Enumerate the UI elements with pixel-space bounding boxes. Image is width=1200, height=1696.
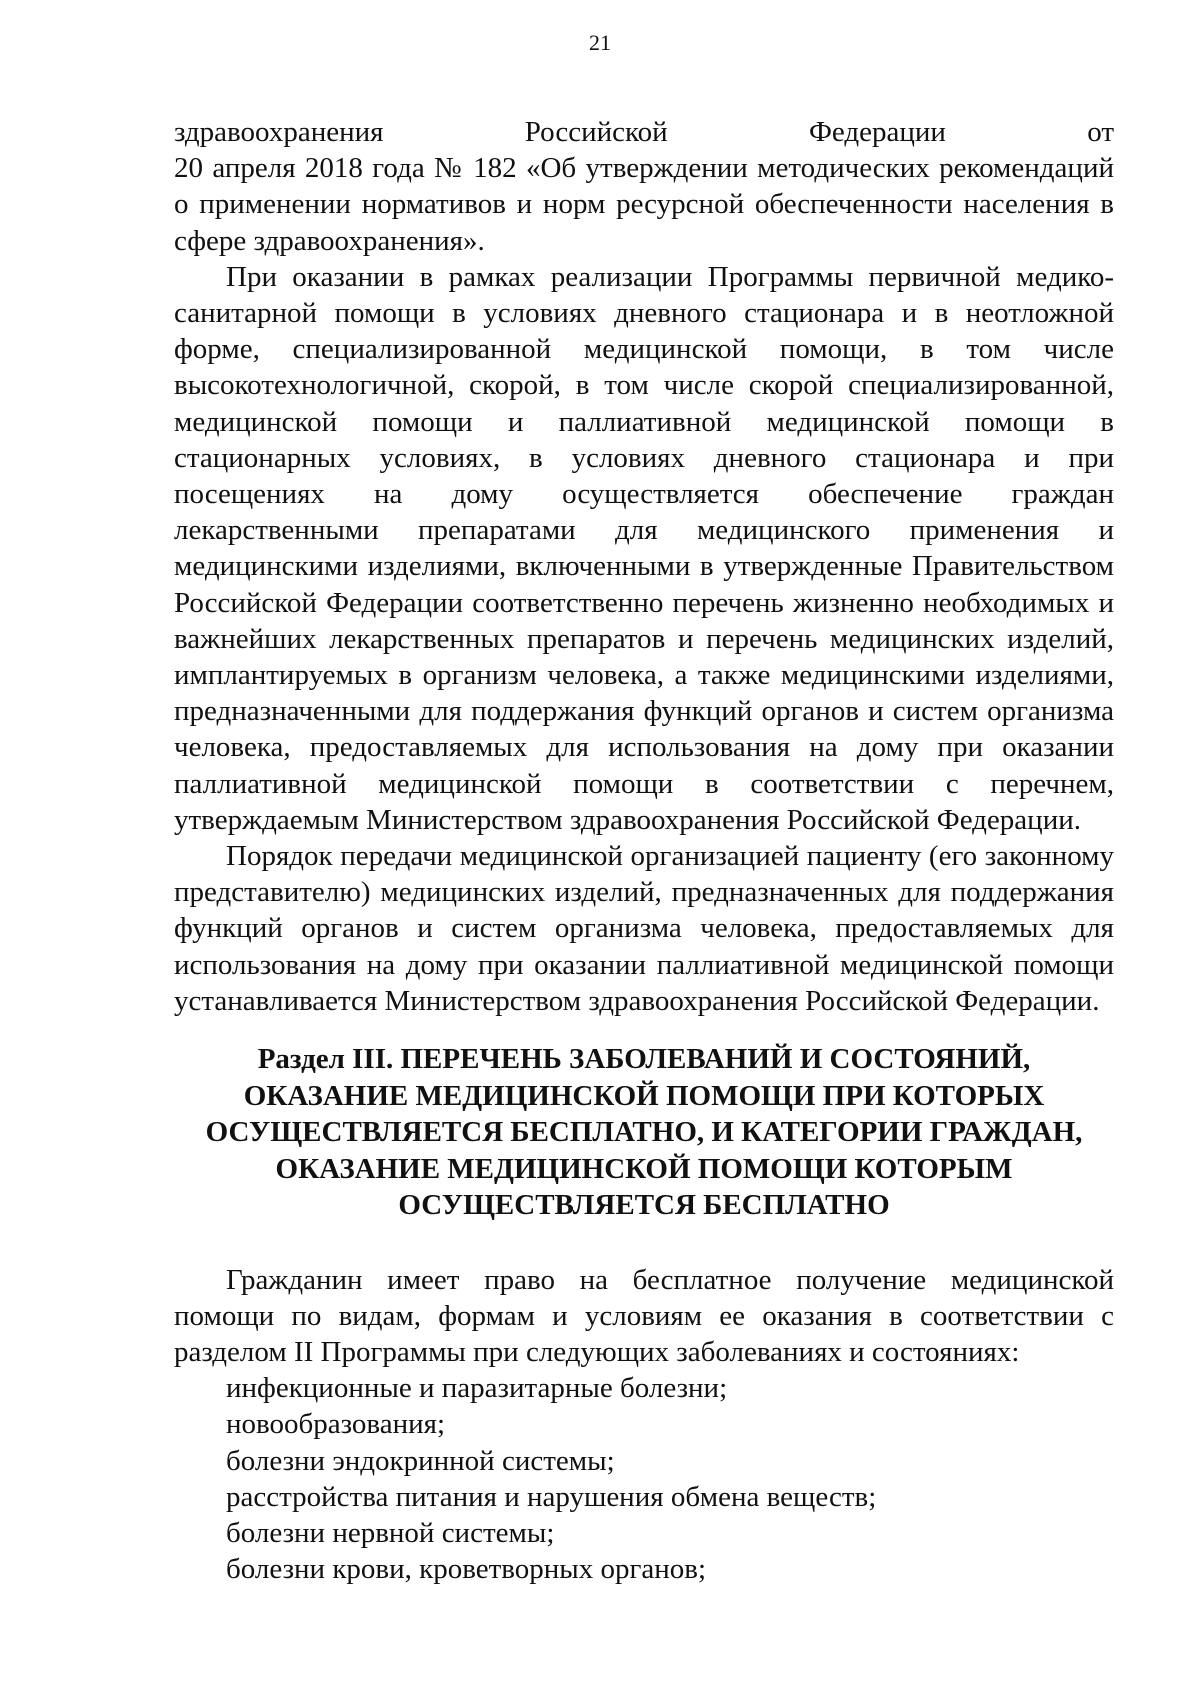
paragraph-2: При оказании в рамках реализации Программы первичной медико-санитарной помощи в условиях дневного стационара и в неотложной форме, специализированной медицинской помощи, в том числе высокотехнологичной, скорой, в том числе скорой специализированной, медицинской помощи и паллиативной медицинской помощи в стационарных условиях, в условиях дневного стационара и при посещениях на дому осуществляется обеспечение граждан лекарственными препаратами для медицинского применения и медицинскими изделиями, включенными в утвержденные Правительством Российской Федерации соответственно перечень жизненно необходимых и важнейших лекарственных препаратов и перечень медицинских изделий, имплантируемых в организм человека, а также медицинскими изделиями, предназначенными для поддержания функций органов и систем организма человека, предоставляемых для использования на дому при оказании паллиативной медицинской помощи в соответствии с перечнем, утверждаемым Министерством здравоохранения Российской Федерации. bbox=[174, 260, 1114, 836]
paragraph-1-first-line: здравоохранения Российской Федерации от bbox=[174, 116, 1114, 148]
page-content bbox=[174, 114, 1114, 1587]
list-item: болезни крови, кроветворных органов; bbox=[226, 1553, 707, 1586]
list-item: расстройства питания и нарушения обмена веществ; bbox=[226, 1480, 877, 1513]
list-item: новообразования; bbox=[226, 1408, 446, 1441]
list-item: инфекционные и паразитарные болезни; bbox=[226, 1372, 728, 1405]
conditions-list bbox=[174, 1370, 1114, 1587]
page-number: 21 bbox=[589, 30, 611, 55]
paragraph-3: Порядок передачи медицинской организацией пациенту (его законному представителю) медицинских изделий, предназначенных для поддержания функций органов и систем организма человека, предоставляемых для использования на дому при оказании паллиативной медицинской помощи устанавливается Министерством здравоохранения Российской Федерации. bbox=[174, 840, 1114, 1017]
paragraph-4: Гражданин имеет право на бесплатное получение медицинской помощи по видам, формам и условиям ее оказания в соответствии с разделом II Программы при следующих заболеваниях и состояниях: bbox=[174, 1263, 1114, 1368]
paragraph-1-continuation: 20 апреля 2018 года № 182 «Об утверждении методических рекомендаций о применении нормативов и норм ресурсной обеспеченности населения в сфере здравоохранения». bbox=[174, 152, 1114, 257]
section-heading: Раздел III. ПЕРЕЧЕНЬ ЗАБОЛЕВАНИЙ И СОСТОЯНИЙ, ОКАЗАНИЕ МЕДИЦИНСКОЙ ПОМОЩИ ПРИ КОТОРЫХ ОСУЩЕСТВЛЯЕТСЯ БЕСПЛАТНО, И КАТЕГОРИИ ГРАЖДАН, ОКАЗАНИЕ МЕДИЦИНСКОЙ ПОМОЩИ КОТОРЫМ ОСУЩЕСТВЛЯЕТСЯ БЕСПЛАТНО bbox=[205, 1043, 1083, 1222]
list-item: болезни нервной системы; bbox=[226, 1517, 555, 1549]
list-item: болезни эндокринной системы; bbox=[226, 1444, 615, 1477]
